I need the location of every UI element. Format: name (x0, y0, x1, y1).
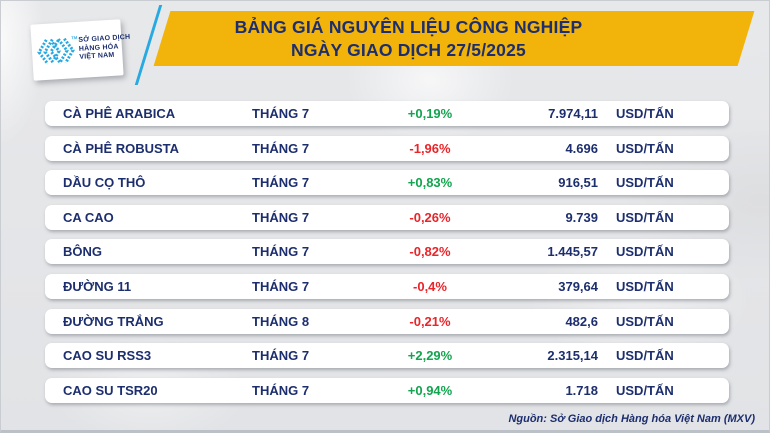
change-percent: -1,96% (409, 140, 451, 156)
change-percent: +0,83% (407, 175, 453, 191)
commodity-name: CAO SU TSR20 (63, 382, 158, 398)
price-unit: USD/TẤN (616, 106, 674, 121)
change-percent: -0,26% (409, 209, 451, 225)
board-header (151, 16, 666, 62)
table-row (45, 170, 729, 195)
price-unit: USD/TẤN (616, 209, 674, 225)
price-value: 916,51 (558, 175, 598, 191)
table-row (45, 309, 729, 334)
mxv-logo-text (78, 34, 131, 63)
contract-month: THÁNG 7 (252, 382, 310, 398)
mxv-logo (30, 19, 131, 80)
table-row (45, 136, 729, 161)
commodity-name: ĐƯỜNG TRẮNG (63, 313, 164, 329)
logo-line-3: VIỆT NAM (79, 52, 115, 62)
mxv-chevron-icon (35, 32, 77, 70)
price-value: 1.718 (565, 382, 598, 398)
commodity-name: CA CAO (63, 209, 114, 225)
commodity-name: BÔNG (63, 244, 102, 260)
price-unit: USD/TẤN (616, 382, 674, 398)
contract-month: THÁNG 7 (252, 348, 310, 364)
price-value: 9.739 (565, 209, 598, 225)
price-unit: USD/TẤN (616, 244, 674, 260)
contract-month: THÁNG 7 (252, 106, 310, 121)
table-row (45, 239, 729, 264)
trademark-symbol: TM (71, 34, 78, 41)
change-percent: +0,19% (407, 106, 453, 121)
trading-date: NGÀY GIAO DỊCH 27/5/2025 (291, 40, 526, 60)
commodity-name: ĐƯỜNG 11 (63, 278, 132, 294)
table-row (45, 378, 729, 403)
change-percent: -0,4% (413, 278, 447, 294)
source-note: Nguồn: Sở Giao dịch Hàng hóa Việt Nam (MXV) (508, 413, 755, 425)
price-unit: USD/TẤN (616, 140, 674, 156)
price-unit: USD/TẤN (616, 348, 674, 364)
price-value: 2.315,14 (547, 348, 598, 364)
contract-month: THÁNG 7 (252, 140, 310, 156)
price-value: 379,64 (558, 278, 598, 294)
contract-month: THÁNG 7 (252, 175, 310, 191)
contract-month: THÁNG 7 (252, 209, 310, 225)
price-value: 482,6 (565, 313, 598, 329)
commodity-name: CÀ PHÊ ARABICA (63, 106, 176, 121)
price-unit: USD/TẤN (616, 278, 674, 294)
logo-line-2: HÀNG HÓA (78, 43, 119, 53)
change-percent: +2,29% (407, 348, 453, 364)
table-row (45, 274, 729, 299)
change-percent: -0,82% (409, 244, 451, 260)
price-value: 7.974,11 (548, 106, 598, 121)
price-table (45, 101, 729, 412)
price-value: 4.696 (565, 140, 598, 156)
commodity-name: CÀ PHÊ ROBUSTA (63, 140, 180, 156)
change-percent: -0,21% (409, 313, 451, 329)
logo-line-1: SỞ GIAO DỊCH (78, 33, 131, 44)
page-title: BẢNG GIÁ NGUYÊN LIỆU CÔNG NGHIỆP (234, 17, 583, 37)
contract-month: THÁNG 7 (252, 278, 310, 294)
table-row (45, 343, 729, 368)
contract-month: THÁNG 7 (252, 244, 310, 260)
table-row (45, 101, 729, 126)
commodity-name: CAO SU RSS3 (63, 348, 152, 364)
table-row (45, 205, 729, 230)
commodity-name: DẦU CỌ THÔ (63, 175, 146, 191)
change-percent: +0,94% (407, 382, 453, 398)
price-unit: USD/TẤN (616, 175, 674, 191)
price-value: 1.445,57 (547, 244, 598, 260)
contract-month: THÁNG 8 (252, 313, 310, 329)
price-unit: USD/TẤN (616, 313, 674, 329)
